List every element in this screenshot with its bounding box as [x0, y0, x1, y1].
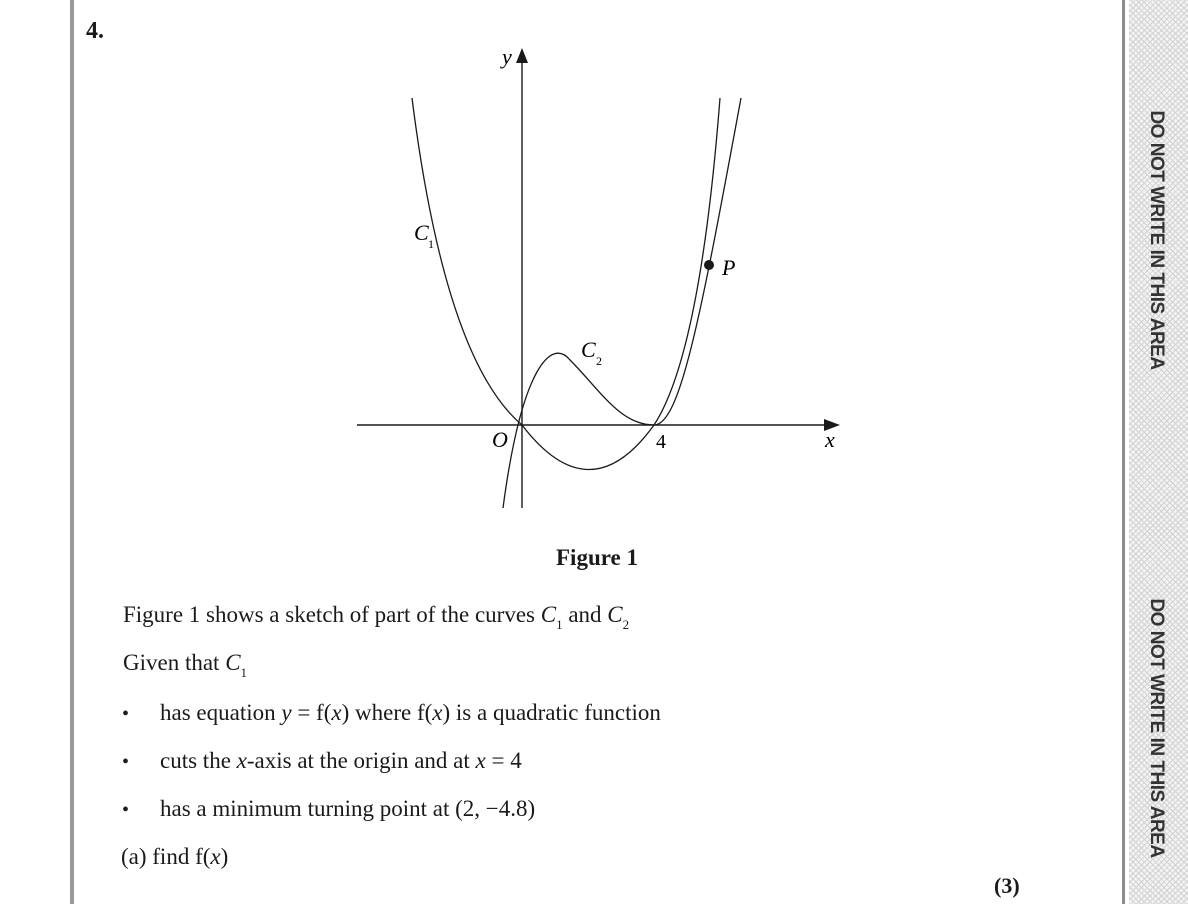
curve-c1-label: C	[414, 220, 429, 245]
curve-c1	[412, 98, 720, 470]
bullet-marker-1: •	[122, 703, 130, 725]
curve-c2	[503, 98, 741, 508]
y-axis-arrow	[516, 48, 528, 63]
bullet-item-2: cuts the x-axis at the origin and at x = 4	[160, 748, 522, 773]
curve-c2-label: C	[581, 337, 596, 362]
point-p-label: P	[722, 255, 736, 280]
given-that-line: Given that $C_1$	[123, 650, 248, 680]
figure-description: Figure 1 shows a sketch of part of the curves $C_1$ and $C_2$	[123, 602, 630, 632]
question-number: 4.	[86, 18, 104, 44]
part-a-question: (a) find f(x)	[121, 844, 229, 869]
tick-label-4: 4	[656, 431, 666, 453]
bullet-item-3: has a minimum turning point at (2, −4.8)	[160, 796, 536, 821]
bullet-item-1: has equation y = f(x) where f(x) is a quadratic function	[160, 700, 661, 725]
axis-label-x: x	[825, 427, 835, 452]
do-not-write-label-bottom: DO NOT WRITE IN THIS AREA	[1146, 598, 1167, 858]
do-not-write-label-top: DO NOT WRITE IN THIS AREA	[1146, 110, 1167, 370]
bullet-marker-2: •	[122, 751, 130, 773]
figure-caption: Figure 1	[556, 545, 638, 570]
bullet-marker-3: •	[122, 799, 130, 821]
axis-label-y: y	[502, 44, 512, 69]
point-p	[704, 260, 714, 270]
marks-label: (3)	[994, 873, 1020, 898]
curve-c1-label-sub: 1	[428, 237, 434, 251]
curve-c2-label-sub: 2	[596, 354, 602, 368]
origin-label: O	[492, 427, 508, 452]
